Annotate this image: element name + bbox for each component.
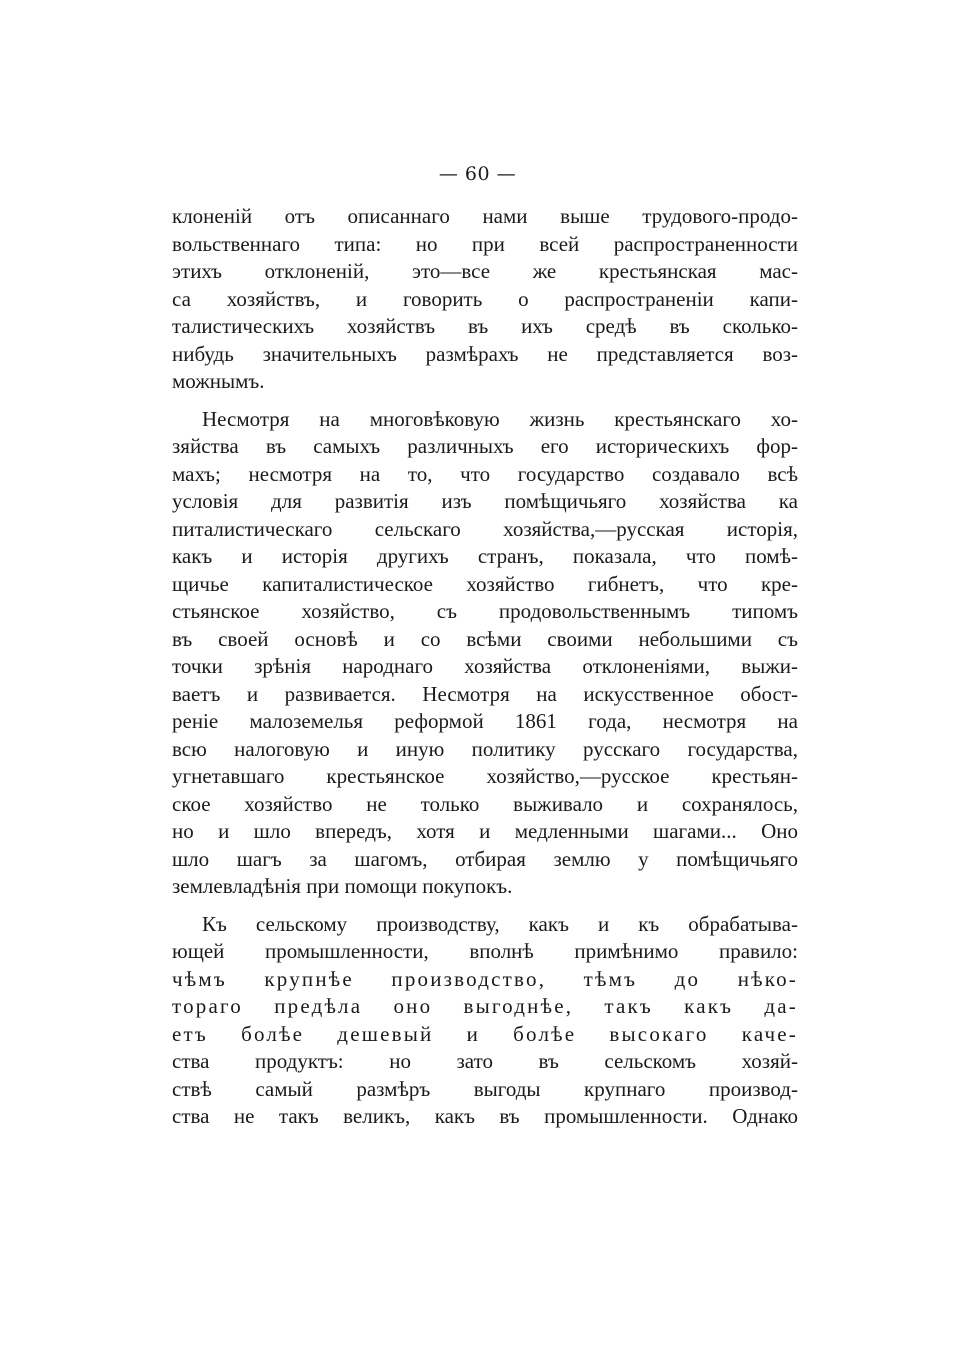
- text-line: клоненій отъ описаннаго нами выше трудового-продо-: [172, 204, 798, 228]
- text-line: ваетъ и развивается. Несмотря на искусственное обост-: [172, 681, 798, 706]
- paragraph: [172, 203, 798, 396]
- text-line: нибудь значительныхъ размѣрахъ не представляется воз-: [172, 341, 798, 366]
- text-line: стьянское хозяйство, съ продовольственнымъ типомъ: [172, 599, 798, 623]
- text-line: угнетавшаго крестьянское хозяйство,—русское крестьян-: [172, 764, 798, 788]
- text-line: ства продуктъ: но зато въ сельскомъ хозяй-: [172, 1049, 798, 1073]
- text-line: талистическихъ хозяйствъ въ ихъ средѣ въ сколько-: [172, 314, 798, 338]
- text-line: вольственнаго типа: но при всей распространенности: [172, 231, 798, 256]
- page-number: — 60 —: [438, 163, 517, 185]
- text-line: условія для развитія изъ помѣщичьяго хозяйства ка: [172, 489, 798, 513]
- body-text: [172, 203, 798, 1131]
- text-line: можнымъ.: [172, 369, 265, 393]
- text-line: землевладѣнія при помощи покупокъ.: [172, 874, 513, 898]
- text-line: питалистическаго сельскаго хозяйства,—русская исторія,: [172, 516, 798, 541]
- text-line: щичье капиталистическое хозяйство гибнетъ, что кре-: [172, 571, 798, 596]
- text-line: ства не такъ великъ, какъ въ промышленности. Однако: [172, 1104, 798, 1128]
- text-line: но и шло впередъ, хотя и медленными шагами... Оно: [172, 819, 798, 843]
- text-line: ское хозяйство не только выживало и сохранялось,: [172, 791, 798, 816]
- paragraph: [172, 406, 798, 901]
- text-line: этихъ отклоненій, это—все же крестьянская мас-: [172, 259, 798, 283]
- text-line: ствѣ самый размѣръ выгоды крупнаго производ-: [172, 1076, 798, 1101]
- text-line: са хозяйствъ, и говорить о распространеніи капи-: [172, 286, 798, 311]
- text-line: тораго предѣла оно выгоднѣе, такъ какъ да-: [172, 994, 798, 1018]
- text-line: ющей промышленности, вполнѣ примѣнимо правило:: [172, 939, 798, 963]
- text-line: шло шагъ за шагомъ, отбирая землю у помѣщичьяго: [172, 846, 798, 871]
- text-line: Къ сельскому производству, какъ и къ обрабатыва-: [202, 911, 798, 936]
- text-line: въ своей основѣ и со всѣми своими небольшими съ: [172, 626, 798, 651]
- text-line: Несмотря на многовѣковую жизнь крестьянскаго хо-: [202, 406, 798, 431]
- text-line: зяйства въ самыхъ различныхъ его историческихъ фор-: [172, 434, 798, 458]
- text-line: етъ болѣе дешевый и болѣе высокаго каче-: [172, 1021, 798, 1046]
- paragraph: [172, 911, 798, 1131]
- text-line: всю налоговую и иную политику русскаго государства,: [172, 736, 798, 761]
- text-line: реніе малоземелья реформой 1861 года, несмотря на: [172, 709, 798, 733]
- text-line: точки зрѣнія народнаго хозяйства отклоненіями, выжи-: [172, 654, 798, 678]
- text-line: какъ и исторія другихъ странъ, показала, что помѣ-: [172, 544, 798, 568]
- text-line: махъ; несмотря на то, что государство создавало всѣ: [172, 461, 798, 486]
- text-line: чѣмъ крупнѣе производство, тѣмъ до нѣко-: [172, 966, 798, 991]
